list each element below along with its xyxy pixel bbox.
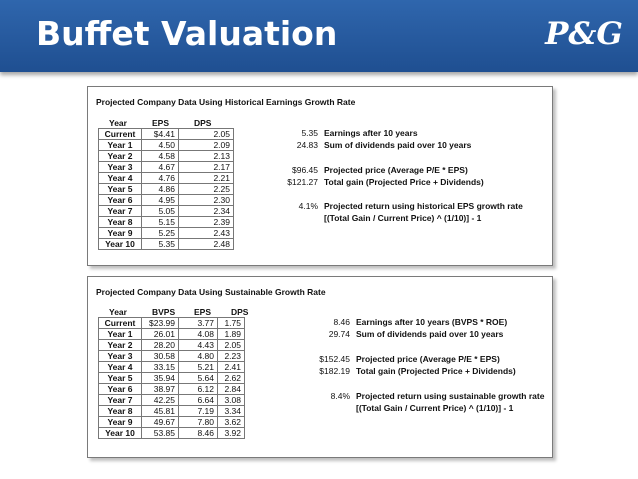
sustainable-header-dps: DPS <box>231 307 249 317</box>
table-cell: 2.30 <box>179 195 234 206</box>
sustainable-note-value: 29.74 <box>328 329 350 339</box>
row-label: Year 2 <box>99 151 142 162</box>
table-cell: 2.25 <box>179 184 234 195</box>
table-cell: 2.48 <box>179 239 234 250</box>
table-cell: 33.15 <box>142 362 179 373</box>
table-cell: 8.46 <box>179 428 218 439</box>
row-label: Year 6 <box>99 384 142 395</box>
table-cell: 5.15 <box>142 217 179 228</box>
table-cell: 2.62 <box>218 373 245 384</box>
row-label: Year 2 <box>99 340 142 351</box>
table-cell: 3.34 <box>218 406 245 417</box>
table-row <box>99 228 234 239</box>
sustainable-table <box>98 317 245 439</box>
table-row <box>99 428 245 439</box>
table-cell: 28.20 <box>142 340 179 351</box>
table-cell: 42.25 <box>142 395 179 406</box>
table-cell: 2.34 <box>179 206 234 217</box>
sustainable-note-label: Projected price (Average P/E * EPS) <box>356 354 500 364</box>
table-cell: 2.05 <box>179 129 234 140</box>
table-cell: 2.41 <box>218 362 245 373</box>
slide-title: Buffet Valuation <box>36 14 338 53</box>
table-cell: 3.62 <box>218 417 245 428</box>
historical-note-label: Total gain (Projected Price + Dividends) <box>324 177 484 187</box>
table-row <box>99 151 234 162</box>
table-cell: 7.19 <box>179 406 218 417</box>
table-cell: 5.25 <box>142 228 179 239</box>
row-label: Year 5 <box>99 373 142 384</box>
table-cell: 35.94 <box>142 373 179 384</box>
historical-note-value: 4.1% <box>298 201 318 211</box>
table-cell: 45.81 <box>142 406 179 417</box>
table-cell: $23.99 <box>142 318 179 329</box>
table-cell: 1.89 <box>218 329 245 340</box>
historical-note-label: Projected return using historical EPS growth rate <box>324 201 523 211</box>
table-cell: 2.43 <box>179 228 234 239</box>
table-cell: 4.76 <box>142 173 179 184</box>
table-cell: 5.35 <box>142 239 179 250</box>
slide-header <box>0 0 638 72</box>
row-label: Year 1 <box>99 140 142 151</box>
table-cell: 49.67 <box>142 417 179 428</box>
table-cell: 4.08 <box>179 329 218 340</box>
sustainable-title: Projected Company Data Using Sustainable Growth Rate <box>96 287 326 297</box>
table-row <box>99 173 234 184</box>
table-row <box>99 129 234 140</box>
table-cell: 53.85 <box>142 428 179 439</box>
historical-note-value: $121.27 <box>287 177 318 187</box>
table-cell: 5.64 <box>179 373 218 384</box>
table-cell: 3.08 <box>218 395 245 406</box>
table-cell: 2.17 <box>179 162 234 173</box>
historical-table <box>98 128 234 250</box>
table-row <box>99 184 234 195</box>
historical-note-label: Projected price (Average P/E * EPS) <box>324 165 468 175</box>
sustainable-note-value: 8.4% <box>330 391 350 401</box>
row-label: Year 1 <box>99 329 142 340</box>
historical-note-value: 24.83 <box>296 140 318 150</box>
sustainable-note-label: Earnings after 10 years (BVPS * ROE) <box>356 317 508 327</box>
historical-header-dps: DPS <box>194 118 212 128</box>
table-row <box>99 373 245 384</box>
table-row <box>99 351 245 362</box>
table-cell: 7.80 <box>179 417 218 428</box>
historical-header-eps: EPS <box>152 118 170 128</box>
table-cell: $4.41 <box>142 129 179 140</box>
table-row <box>99 162 234 173</box>
row-label: Year 5 <box>99 184 142 195</box>
row-label: Year 9 <box>99 417 142 428</box>
table-cell: 38.97 <box>142 384 179 395</box>
row-label: Year 10 <box>99 239 142 250</box>
sustainable-note-value: 8.46 <box>333 317 350 327</box>
table-cell: 4.86 <box>142 184 179 195</box>
table-cell: 26.01 <box>142 329 179 340</box>
table-cell: 4.58 <box>142 151 179 162</box>
table-row <box>99 318 245 329</box>
table-cell: 4.95 <box>142 195 179 206</box>
table-cell: 2.23 <box>218 351 245 362</box>
table-row <box>99 417 245 428</box>
table-cell: 4.80 <box>179 351 218 362</box>
table-row <box>99 239 234 250</box>
sustainable-header-year: Year <box>109 307 127 317</box>
historical-formula: [(Total Gain / Current Price) ^ (1/10)] - 1 <box>324 213 482 223</box>
table-cell: 3.92 <box>218 428 245 439</box>
row-label: Year 10 <box>99 428 142 439</box>
historical-note-value: 5.35 <box>301 128 318 138</box>
sustainable-note-label: Sum of dividends paid over 10 years <box>356 329 504 339</box>
table-cell: 2.05 <box>218 340 245 351</box>
row-label: Year 8 <box>99 217 142 228</box>
sustainable-note-label: Total gain (Projected Price + Dividends) <box>356 366 516 376</box>
row-label: Current <box>99 318 142 329</box>
table-row <box>99 362 245 373</box>
sustainable-panel <box>87 276 553 458</box>
historical-title: Projected Company Data Using Historical Earnings Growth Rate <box>96 97 356 107</box>
row-label: Year 7 <box>99 395 142 406</box>
row-label: Year 4 <box>99 173 142 184</box>
table-row <box>99 395 245 406</box>
table-cell: 30.58 <box>142 351 179 362</box>
sustainable-note-value: $152.45 <box>319 354 350 364</box>
sustainable-note-value: $182.19 <box>319 366 350 376</box>
sustainable-header-bvps: BVPS <box>152 307 176 317</box>
table-cell: 5.21 <box>179 362 218 373</box>
table-row <box>99 406 245 417</box>
table-cell: 4.43 <box>179 340 218 351</box>
row-label: Year 3 <box>99 351 142 362</box>
pg-logo: P&G <box>545 16 623 52</box>
table-row <box>99 217 234 228</box>
sustainable-header-eps: EPS <box>194 307 212 317</box>
table-cell: 4.67 <box>142 162 179 173</box>
table-cell: 2.21 <box>179 173 234 184</box>
row-label: Current <box>99 129 142 140</box>
table-cell: 2.84 <box>218 384 245 395</box>
table-cell: 4.50 <box>142 140 179 151</box>
row-label: Year 7 <box>99 206 142 217</box>
table-cell: 2.13 <box>179 151 234 162</box>
table-row <box>99 140 234 151</box>
sustainable-formula: [(Total Gain / Current Price) ^ (1/10)] - 1 <box>356 403 514 413</box>
row-label: Year 6 <box>99 195 142 206</box>
table-cell: 5.05 <box>142 206 179 217</box>
table-cell: 1.75 <box>218 318 245 329</box>
row-label: Year 9 <box>99 228 142 239</box>
row-label: Year 8 <box>99 406 142 417</box>
historical-header-year: Year <box>109 118 127 128</box>
table-row <box>99 206 234 217</box>
sustainable-note-label: Projected return using sustainable growth rate <box>356 391 545 401</box>
table-cell: 2.39 <box>179 217 234 228</box>
historical-panel <box>87 86 553 266</box>
row-label: Year 4 <box>99 362 142 373</box>
historical-note-label: Earnings after 10 years <box>324 128 418 138</box>
row-label: Year 3 <box>99 162 142 173</box>
table-cell: 2.09 <box>179 140 234 151</box>
table-row <box>99 384 245 395</box>
table-cell: 3.77 <box>179 318 218 329</box>
table-cell: 6.12 <box>179 384 218 395</box>
table-row <box>99 340 245 351</box>
historical-note-value: $96.45 <box>292 165 318 175</box>
historical-note-label: Sum of dividends paid over 10 years <box>324 140 472 150</box>
table-row <box>99 329 245 340</box>
table-row <box>99 195 234 206</box>
table-cell: 6.64 <box>179 395 218 406</box>
